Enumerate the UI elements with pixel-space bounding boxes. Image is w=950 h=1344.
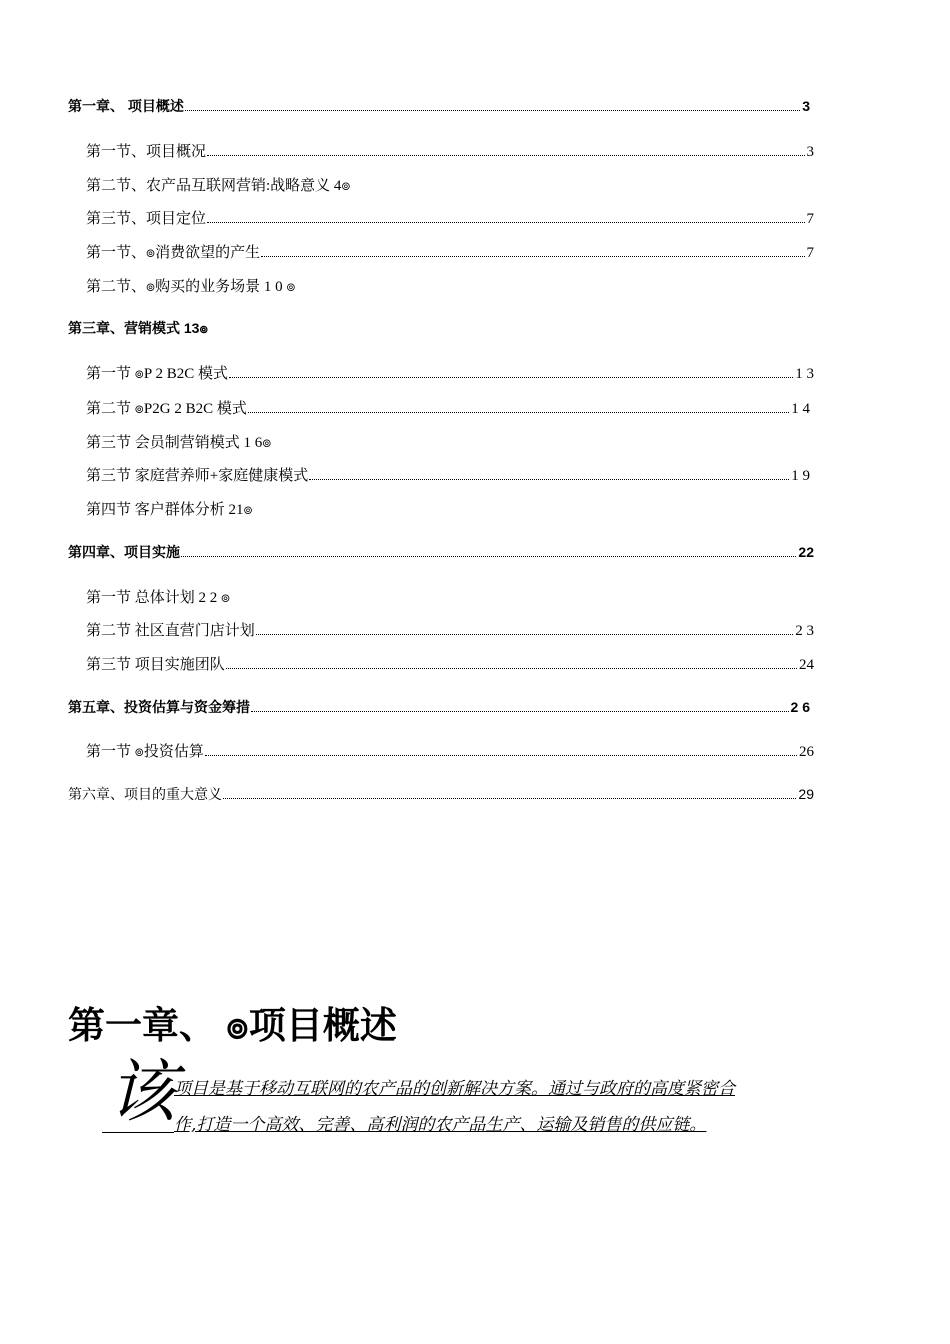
toc-leader: [223, 797, 796, 799]
paragraph-line-2: 作,打造一个高效、完善、高利润的农产品生产、运输及销售的供应链。: [174, 1115, 707, 1135]
toc-section[interactable]: [0, 430, 950, 454]
toc-section[interactable]: [0, 140, 950, 161]
toc-title: 第一节 ๏投资估算: [86, 744, 204, 760]
toc-page: 1 9: [791, 468, 810, 484]
toc-title: 第四章、项目实施: [68, 544, 180, 560]
toc-leader: [309, 478, 789, 480]
toc-title: 第二节 社区直营门店计划: [86, 623, 255, 639]
toc-section[interactable]: [0, 497, 950, 521]
toc-section[interactable]: [0, 396, 950, 420]
toc-chapter-4[interactable]: [0, 542, 950, 562]
toc-chapter-5[interactable]: [0, 697, 950, 717]
toc-page: 2 3: [795, 623, 814, 639]
toc-section[interactable]: [0, 585, 950, 609]
toc-leader: [226, 667, 797, 669]
toc-title: 第三节 家庭营养师+家庭健康模式: [86, 468, 309, 484]
toc-page: 2 6: [790, 699, 810, 715]
toc-section[interactable]: [0, 619, 950, 640]
toc-page: 24: [799, 657, 814, 673]
toc-leader: [248, 411, 789, 413]
toc-leader: [207, 154, 804, 156]
toc-page: 22: [798, 544, 814, 560]
toc-section[interactable]: [0, 240, 950, 264]
toc-leader: [229, 376, 793, 378]
toc-page: 3: [802, 98, 810, 114]
toc-page: 7: [806, 211, 814, 227]
toc-chapter-3[interactable]: [0, 318, 950, 340]
toc-title: 第五章、投资估算与资金筹措: [68, 699, 250, 715]
toc-leader: [251, 710, 789, 712]
toc-page: 3: [806, 144, 814, 160]
toc-page: 1 3: [795, 366, 814, 382]
toc-title: 第三章、营销模式 13๏: [68, 320, 209, 336]
toc-section[interactable]: [0, 361, 950, 385]
toc-leader: [181, 555, 796, 557]
toc-section[interactable]: [0, 464, 950, 485]
toc-title: 第六章、项目的重大意义: [68, 786, 222, 802]
chapter-heading: 第一章、 ๏项目概述: [68, 1005, 397, 1046]
toc-section[interactable]: [0, 739, 950, 763]
toc-title: 第三节 项目实施团队: [86, 657, 225, 673]
toc-chapter-1[interactable]: [0, 96, 950, 116]
toc-title: 第一节、๏消费欲望的产生: [86, 245, 261, 261]
toc-section[interactable]: [0, 173, 950, 197]
toc-leader: [207, 221, 804, 223]
paragraph-line-1: 项目是基于移动互联网的农产品的创新解决方案。通过与政府的高度紧密合: [174, 1079, 735, 1099]
toc-title: 第一节 ๏P 2 B2C 模式: [86, 366, 228, 382]
toc-title: 第一节、项目概况: [86, 144, 207, 160]
toc-leader: [261, 255, 804, 257]
toc-title: 第三节 会员制营销模式 1 6๏: [86, 435, 272, 451]
toc-leader: [185, 109, 800, 111]
toc-title: 第三节、项目定位: [86, 211, 207, 227]
toc-title: 第二节、农产品互联网营销:战略意义 4๏: [86, 178, 351, 194]
toc-chapter-6[interactable]: [0, 784, 950, 804]
toc-page: 29: [798, 786, 814, 802]
toc-leader: [205, 754, 797, 756]
toc-section[interactable]: [0, 274, 950, 298]
toc-page: 1 4: [791, 401, 810, 417]
toc-section[interactable]: [0, 207, 950, 228]
toc-leader: [256, 633, 793, 635]
toc-title: 第一节 总体计划 2 2 ๏: [86, 590, 231, 606]
drop-cap-underline: [102, 1132, 174, 1133]
toc-title: 第四节 客户群体分析 21๏: [86, 502, 253, 518]
toc-title: 第一章、 项目概述: [68, 98, 184, 114]
toc-title: 第二节 ๏P2G 2 B2C 模式: [86, 401, 247, 417]
toc-title: 第二节、๏购买的业务场景 1 0 ๏: [86, 279, 296, 295]
toc-page: 7: [806, 245, 814, 261]
toc-section[interactable]: [0, 653, 950, 674]
toc-page: 26: [799, 744, 814, 760]
drop-cap: 该: [108, 1053, 177, 1132]
